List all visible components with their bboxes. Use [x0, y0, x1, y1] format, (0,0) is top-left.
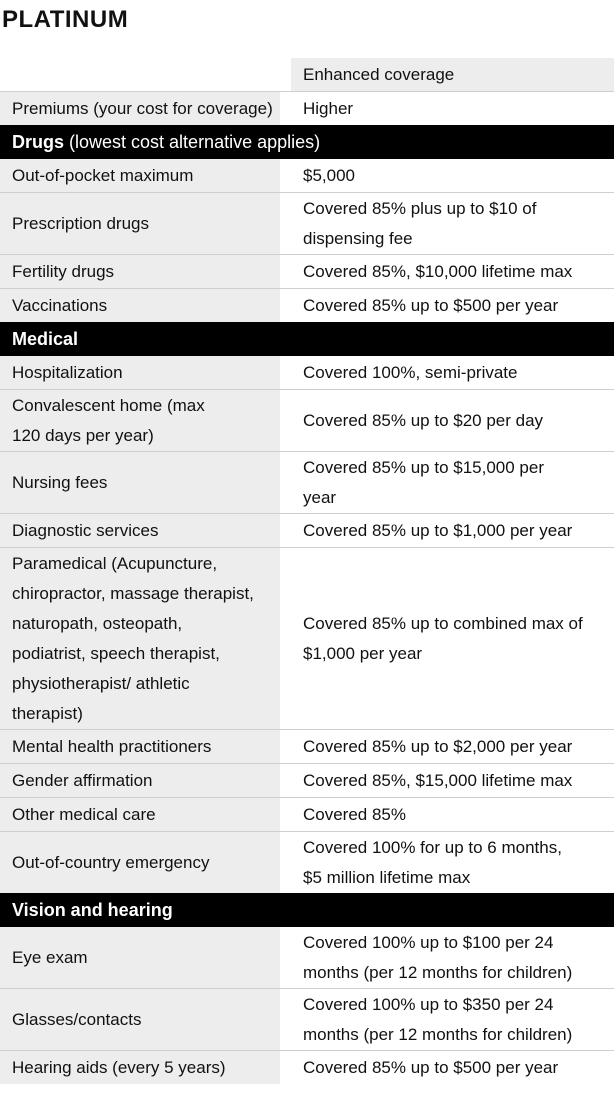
table-row	[0, 159, 614, 192]
table-row	[0, 547, 614, 729]
row-value: Covered 85% up to $500 per year	[291, 289, 614, 322]
row-label: Diagnostic services	[0, 514, 280, 547]
column-header-row	[0, 58, 614, 91]
row-value: Covered 85% up to $1,000 per year	[291, 514, 614, 547]
table-row	[0, 288, 614, 322]
table-row	[0, 797, 614, 831]
row-label: Prescription drugs	[0, 193, 280, 254]
row-value: Covered 85%	[291, 798, 614, 831]
row-label: Hospitalization	[0, 356, 280, 389]
table-row	[0, 729, 614, 763]
table-row	[0, 927, 614, 988]
row-value: Covered 100% up to $350 per 24 months (per 12 months for children)	[291, 989, 614, 1050]
row-value: Covered 100% for up to 6 months, $5 million lifetime max	[291, 832, 614, 893]
row-label: Mental health practitioners	[0, 730, 280, 763]
section-header-vision	[0, 893, 614, 927]
table-row	[0, 192, 614, 254]
row-label: Out-of-country emergency	[0, 832, 280, 893]
row-label: Out-of-pocket maximum	[0, 159, 280, 192]
section-header-drugs	[0, 125, 614, 159]
row-label: Fertility drugs	[0, 255, 280, 288]
row-label: Glasses/contacts	[0, 989, 280, 1050]
table-row	[0, 389, 614, 451]
row-label: Paramedical (Acupuncture, chiropractor, massage therapist, naturopath, osteopath, podiatrist, speech therapist, physiotherapist/ athletic therapist)	[0, 548, 280, 729]
row-label: Nursing fees	[0, 452, 280, 513]
row-label: Eye exam	[0, 927, 280, 988]
row-value: Covered 85% up to $20 per day	[291, 390, 614, 451]
table-row	[0, 763, 614, 797]
row-label: Other medical care	[0, 798, 280, 831]
table-row	[0, 1050, 614, 1084]
row-label: Hearing aids (every 5 years)	[0, 1051, 280, 1084]
section-title: Medical	[12, 328, 79, 349]
table-row	[0, 513, 614, 547]
section-title: Vision and hearing	[12, 899, 173, 920]
row-value: Covered 85% up to $2,000 per year	[291, 730, 614, 763]
row-label: Gender affirmation	[0, 764, 280, 797]
row-value: Covered 100% up to $100 per 24 months (per 12 months for children)	[291, 927, 614, 988]
row-label: Vaccinations	[0, 289, 280, 322]
section-subtitle: (lowest cost alternative applies)	[69, 131, 321, 152]
row-value: $5,000	[291, 159, 614, 192]
row-value: Covered 85% up to $500 per year	[291, 1051, 614, 1084]
row-value: Covered 100%, semi-private	[291, 356, 614, 389]
row-value: Covered 85% plus up to $10 of dispensing fee	[291, 193, 614, 254]
row-value: Covered 85%, $15,000 lifetime max	[291, 764, 614, 797]
table-row	[0, 254, 614, 288]
section-header-medical	[0, 322, 614, 356]
row-value: Covered 85%, $10,000 lifetime max	[291, 255, 614, 288]
row-value: Covered 85% up to $15,000 per year	[291, 452, 614, 513]
table-row	[0, 831, 614, 893]
row-label: Convalescent home (max 120 days per year)	[0, 390, 280, 451]
page-title: PLATINUM	[2, 6, 129, 33]
section-title: Drugs	[12, 131, 65, 152]
column-header: Enhanced coverage	[291, 58, 614, 91]
table-row	[0, 91, 614, 125]
row-label: Premiums (your cost for coverage)	[0, 92, 280, 125]
header-spacer	[0, 58, 291, 91]
row-value: Covered 85% up to combined max of $1,000 per year	[291, 548, 614, 729]
table-row	[0, 451, 614, 513]
coverage-table	[0, 58, 614, 1084]
row-value: Higher	[291, 92, 614, 125]
table-row	[0, 356, 614, 389]
table-row	[0, 988, 614, 1050]
